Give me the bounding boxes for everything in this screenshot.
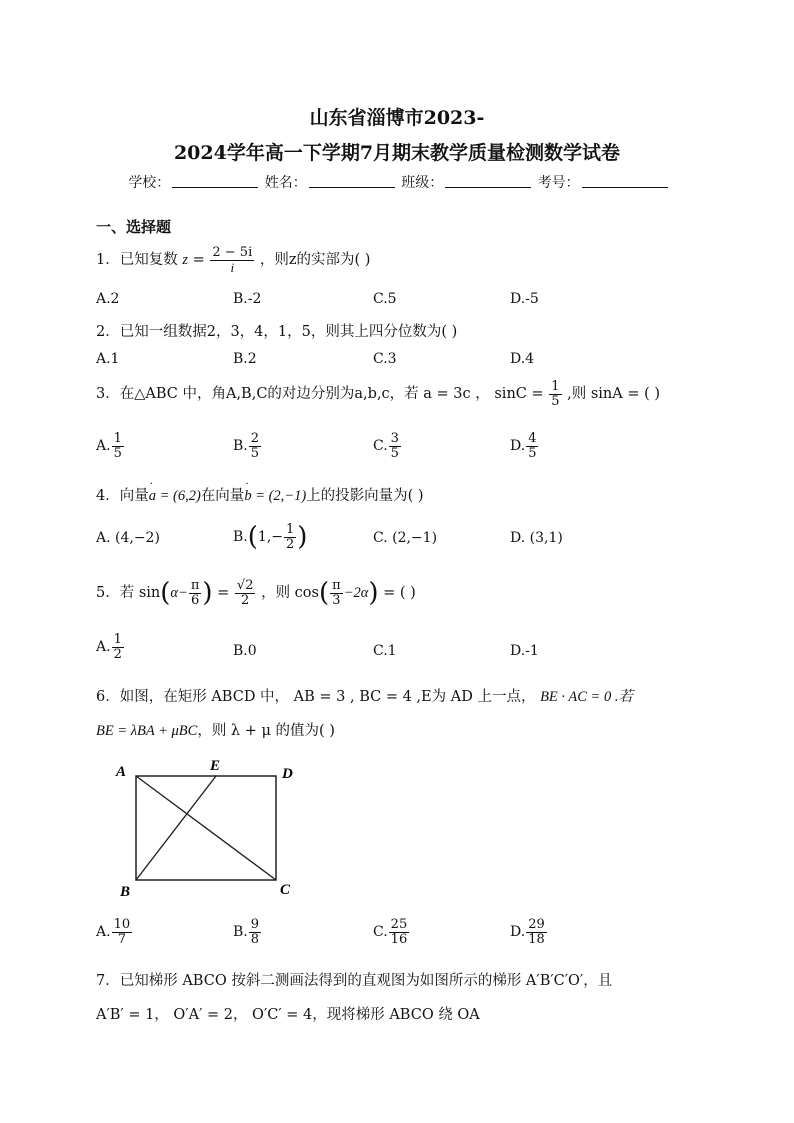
label-e: E <box>210 760 221 774</box>
q1-suffix: ，则z的实部为( ) <box>259 252 371 269</box>
q5-option-a[interactable]: A. $\frac{1}{2}$ <box>96 632 122 662</box>
q2-option-b[interactable]: B.2 <box>233 351 257 367</box>
q3-option-c[interactable]: C. $\frac{3}{5}$ <box>373 431 399 461</box>
school-blank[interactable] <box>172 175 258 188</box>
title-line-1: 山东省淄博市2023- <box>309 107 485 129</box>
class-blank[interactable] <box>445 175 531 188</box>
q1-option-d[interactable]: D.-5 <box>510 291 539 307</box>
vector-b: · b = (2,−1) <box>244 488 306 505</box>
q2-option-c[interactable]: C.3 <box>373 351 397 367</box>
q3-option-b[interactable]: B. $\frac{2}{5}$ <box>233 431 260 461</box>
q6-option-d[interactable]: D. $\frac{29}{18}$ <box>510 917 545 947</box>
q5-option-c[interactable]: C.1 <box>373 643 397 659</box>
segment-be <box>136 776 216 880</box>
q6-option-b[interactable]: B. $\frac{9}{8}$ <box>233 917 260 947</box>
label-d: D <box>282 766 293 782</box>
vector-a: · a = (6,2) <box>149 488 201 505</box>
question-3 <box>96 380 660 408</box>
section-heading: 一、选择题 <box>96 218 172 236</box>
q6-option-a[interactable]: A. $\frac{10}{7}$ <box>96 917 131 947</box>
label-c: C <box>280 882 291 898</box>
q3-option-a[interactable]: A. $\frac{1}{5}$ <box>96 431 122 461</box>
q1-prefix: 1．已知复数 <box>96 252 178 269</box>
label-b: B <box>120 884 131 900</box>
q4-option-b[interactable]: B.(1,− $\frac{1}{2}$ ) <box>233 521 308 552</box>
question-6-line-2: BE = λBA + μBC，则 λ + μ 的值为( ) <box>96 723 335 739</box>
class-label: 班级： <box>401 175 444 191</box>
q3-text-a: 3．在△ABC 中，角A,B,C的对边分别为a,b,c，若 a = 3c ， sinC = <box>96 386 544 403</box>
q5-option-b[interactable]: B.0 <box>233 643 257 659</box>
title-line-2: 2024学年高一下学期7月期末教学质量检测数学试卷 <box>173 142 621 164</box>
q4-option-d[interactable]: D. (3,1) <box>510 530 563 546</box>
number-label: 考号： <box>537 175 580 191</box>
question-7-line-2: A′B′ = 1， O′A′ = 2， O′C′ = 4，现将梯形 ABCO 绕 OA <box>96 1007 480 1023</box>
diagonal-ac <box>136 776 276 880</box>
q3-fraction: $\frac{1}{5}$ <box>551 379 560 409</box>
number-blank[interactable] <box>582 175 668 188</box>
question-7-line-1: 7．已知梯形 ABCO 按斜二测画法得到的直观图为如图所示的梯形 A′B′C′O′，且 <box>96 973 613 989</box>
q3-option-d[interactable]: D. $\frac{4}{5}$ <box>510 431 537 461</box>
name-label: 姓名： <box>264 175 307 191</box>
student-info-row <box>0 172 794 192</box>
question-4: 4．向量· a = (6,2)在向量· b = (2,−1)上的投影向量为( ) <box>96 484 424 505</box>
q2-option-d[interactable]: D.4 <box>510 351 535 367</box>
name-blank[interactable] <box>309 175 395 188</box>
q6-option-c[interactable]: C. $\frac{25}{16}$ <box>373 917 408 947</box>
school-label: 学校： <box>128 175 171 191</box>
q1-fraction: $\frac{2 - 5i}{i}$ <box>212 245 253 275</box>
q1-option-b[interactable]: B.-2 <box>233 291 262 307</box>
q1-option-c[interactable]: C.5 <box>373 291 397 307</box>
question-2: 2．已知一组数据2，3，4，1，5，则其上四分位数为( ) <box>96 324 458 340</box>
rectangle-figure <box>112 760 312 900</box>
question-6-line-1: 6．如图，在矩形 ABCD 中， AB = 3 , BC = 4 ,E为 AD 上一点， BE · AC = 0 .若 <box>96 689 633 705</box>
q1-option-a[interactable]: A.2 <box>96 291 120 307</box>
q5-option-d[interactable]: D.-1 <box>510 643 539 659</box>
q4-option-c[interactable]: C. (2,−1) <box>373 530 438 546</box>
q3-text-b: ,则 sinA = ( ) <box>567 386 661 403</box>
label-a: A <box>116 764 127 780</box>
q4-option-a[interactable]: A. (4,−2) <box>96 530 160 546</box>
q2-option-a[interactable]: A.1 <box>96 351 120 367</box>
question-1: 1．已知复数 z = $\frac{2 - 5i}{i}$ ，则z的实部为( ) <box>96 245 371 275</box>
question-5: 5．若 sin(α− $\frac{\pi}{6}$ ) = $\frac{√2}{2}$ ，则 cos( $\frac{\pi}{3}$ −2α) = ( ) <box>96 577 416 608</box>
